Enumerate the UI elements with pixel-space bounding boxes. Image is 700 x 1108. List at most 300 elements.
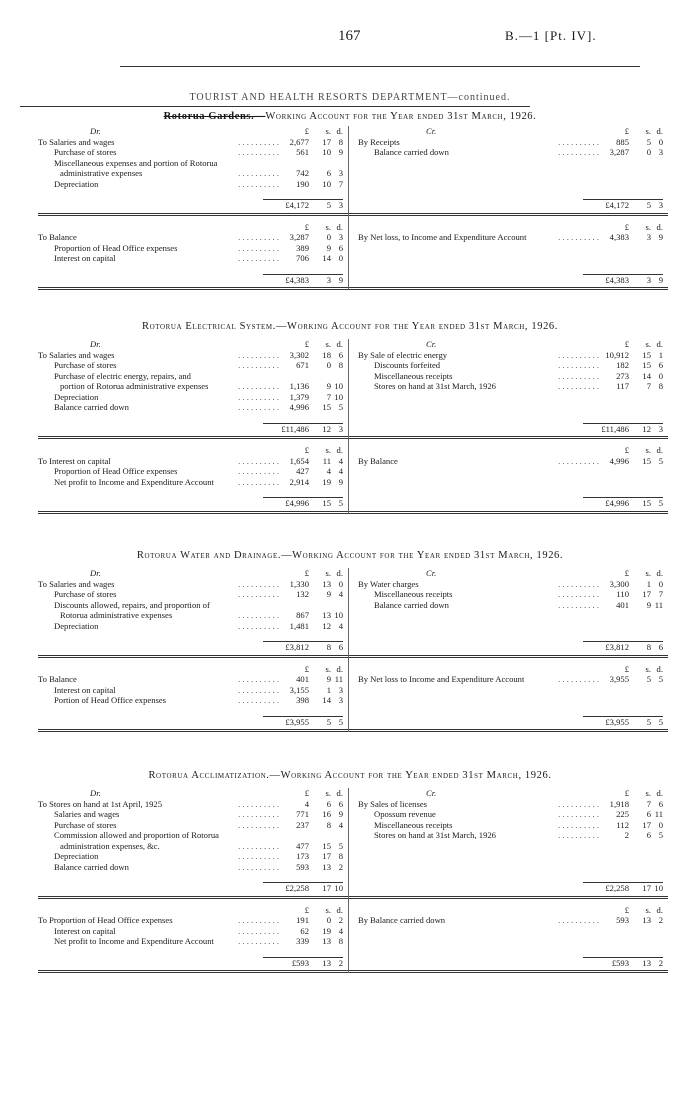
debit-amount-p: 191 [296, 915, 309, 925]
credit-total-amount-s: 5 [646, 716, 651, 727]
debit-amount-d: 0 [338, 253, 343, 263]
debit-amount-s: 13 [322, 861, 331, 872]
credit-amount-d: 8 [658, 381, 663, 391]
leader-dots: . . . . . . . . . . [238, 861, 279, 872]
total-row [38, 716, 668, 733]
ledger-row [38, 809, 668, 820]
debit-label-text: portion of Rotorua administrative expenses [60, 381, 209, 391]
credit-amount-d: 6 [658, 798, 663, 809]
debit-label [38, 799, 162, 810]
debit-entry [38, 381, 343, 392]
debit-entry [38, 936, 343, 947]
debit-entry [38, 179, 343, 190]
credit-entry [358, 841, 663, 852]
credit-amount-d: 0 [658, 819, 663, 830]
credit-header [358, 788, 663, 799]
debit-amount-s: 11 [322, 455, 331, 466]
currency-header-s: s. [325, 788, 331, 798]
ledger-row [38, 402, 668, 413]
credit-total-amount-d: 5 [658, 498, 663, 508]
debit-entry [38, 158, 343, 169]
debit-amount-d: 3 [338, 684, 343, 695]
debit-amount-s: 15 [322, 840, 331, 851]
debit-entry [38, 147, 343, 158]
debit-label-text: Purchase of stores [54, 147, 117, 157]
credit-entry [358, 799, 663, 810]
debit-label-text: Proportion of Head Office expenses [54, 466, 178, 476]
title-rest: Working Account for the Year ended 31st March, 1926. [265, 111, 537, 122]
debit-amount-s: 19 [322, 925, 331, 936]
credit-total-amount-d: 6 [658, 642, 663, 652]
debit-label-text: To Salaries and wages [38, 349, 115, 360]
credit-label-text: By Sales of licenses [358, 798, 427, 809]
debit-amount-p: 3,155 [289, 684, 309, 695]
credit-label-text: By Net loss to Income and Expenditure Account [358, 674, 525, 684]
debit-amount-s: 9 [326, 674, 331, 684]
debit-label [54, 830, 219, 841]
debit-total-amount-s: 17 [322, 883, 331, 893]
credit-entry [358, 589, 663, 600]
debit-label [38, 456, 111, 467]
total-row [38, 641, 668, 658]
currency-header-p: £ [304, 339, 309, 349]
currency-header-d: d. [336, 221, 343, 232]
debit-label [54, 589, 117, 600]
debit-total-amount-p: £3,812 [285, 642, 309, 652]
dr-label: Dr. [90, 568, 101, 578]
debit-amount-s: 6 [326, 798, 331, 809]
debit-amount-s: 17 [322, 851, 331, 861]
debit-label-text: Discounts allowed, repairs, and proportion of [54, 599, 210, 610]
currency-header-s: s. [645, 221, 651, 232]
leader-dots: . . . . . . . . . . [238, 381, 279, 391]
debit-total-amount-p: £4,172 [285, 200, 309, 210]
debit-amount-p: 477 [296, 840, 309, 851]
debit-amount-d: 5 [338, 840, 343, 851]
debit-amount-p: 2,677 [289, 136, 309, 147]
debit-total-amount-d: 2 [338, 957, 343, 968]
credit-label-text: By Net loss, to Income and Expenditure Account [358, 232, 527, 242]
credit-amount-d: 5 [658, 830, 663, 840]
ledger-row [38, 915, 668, 926]
debit-label-text: Commission allowed and proportion of Rotorua [54, 830, 219, 840]
credit-amount-p: 4,996 [609, 455, 629, 466]
currency-header-p: £ [304, 663, 309, 674]
department-underline [20, 106, 530, 107]
debit-header [38, 568, 343, 579]
credit-total-amount-p: £2,258 [605, 883, 629, 893]
ledger-row [38, 695, 668, 706]
debit-total-amount-s: 5 [326, 200, 331, 210]
leader-dots: . . . . . . . . . . [238, 136, 279, 147]
credit-amount-p: 112 [616, 819, 629, 830]
column-divider [348, 339, 349, 514]
currency-header-d: d. [656, 904, 663, 915]
debit-entry [38, 600, 343, 611]
credit-total-amount-d: 10 [654, 883, 663, 893]
debit-label [54, 809, 119, 820]
leader-dots: . . . . . . . . . . [238, 253, 279, 263]
ledger-row [38, 926, 668, 937]
currency-header-p: £ [624, 568, 629, 578]
debit-entry [38, 579, 343, 590]
credit-entry [358, 936, 663, 947]
leader-dots: . . . . . . . . . . [238, 674, 279, 684]
debit-amount-d: 8 [338, 136, 343, 147]
credit-label [374, 360, 440, 371]
credit-amount-s: 6 [646, 830, 651, 840]
credit-entry [358, 477, 663, 488]
credit-total-amount-s: 15 [642, 498, 651, 508]
ledger-row [38, 350, 668, 361]
debit-amount-s: 13 [322, 936, 331, 946]
column-divider [348, 788, 349, 973]
leader-dots: . . . . . . . . . . [558, 589, 599, 599]
credit-amount-p: 273 [616, 370, 629, 381]
debit-amount-s: 10 [322, 178, 331, 189]
currency-header-d: d. [336, 788, 343, 798]
debit-amount-p: 173 [296, 851, 309, 861]
debit-total-amount-s: 12 [322, 423, 331, 434]
account-title: Rotorua Electrical System.—Working Account for the Year ended 31st March, 1926. [141, 321, 559, 332]
credit-label-text: Balance carried down [374, 599, 449, 610]
account-title [0, 111, 700, 122]
debit-amount-d: 11 [334, 674, 343, 684]
credit-entry [358, 926, 663, 937]
ledger-row [38, 579, 668, 590]
debit-label [60, 168, 142, 179]
debit-amount-d: 10 [334, 381, 343, 391]
ledger-row [38, 466, 668, 477]
ledger-row [38, 685, 668, 696]
currency-header-s: s. [645, 339, 651, 349]
debit-amount-s: 15 [322, 402, 331, 412]
debit-header [38, 664, 343, 675]
leader-dots: . . . . . . . . . . [558, 830, 599, 840]
leader-dots: . . . . . . . . . . [558, 809, 599, 819]
debit-amount-d: 3 [338, 168, 343, 178]
credit-total-amount-s: 3 [646, 274, 651, 285]
dr-label: Dr. [90, 126, 101, 136]
credit-entry [358, 232, 663, 243]
credit-entry [358, 685, 663, 696]
leader-dots: . . . . . . . . . . [558, 819, 599, 830]
debit-amount-s: 0 [326, 915, 331, 925]
ledger-row [38, 600, 668, 611]
debit-entry [38, 809, 343, 820]
debit-amount-s: 8 [326, 819, 331, 830]
credit-amount-p: 3,300 [609, 578, 629, 589]
debit-entry [38, 466, 343, 477]
header-rule [120, 66, 640, 67]
credit-total-amount-d: 5 [658, 716, 663, 727]
debit-entry [38, 799, 343, 810]
ledger-row [38, 674, 668, 685]
debit-amount-d: 7 [338, 178, 343, 189]
credit-header [358, 445, 663, 456]
dr-label: Dr. [90, 339, 101, 349]
debit-amount-s: 4 [326, 466, 331, 476]
credit-amount-s: 7 [646, 381, 651, 391]
debit-label [54, 477, 214, 488]
ledger-row [38, 168, 668, 179]
credit-amount-p: 401 [616, 599, 629, 610]
leader-dots: . . . . . . . . . . [558, 360, 599, 370]
ledger-row [38, 621, 668, 632]
credit-entry [358, 621, 663, 632]
debit-label-text: To Stores on hand at 1st April, 1925 [38, 798, 163, 809]
credit-label-text: Miscellaneous receipts [374, 370, 453, 381]
leader-dots: . . . . . . . . . . [238, 360, 279, 370]
ledger-row [38, 158, 668, 169]
debit-label-text: Balance carried down [54, 861, 129, 872]
debit-label-text: Purchase of electric energy, repairs, and [54, 370, 191, 381]
currency-header-s: s. [645, 904, 651, 915]
credit-amount-p: 117 [616, 381, 629, 391]
leader-dots: . . . . . . . . . . [238, 819, 279, 830]
credit-label [358, 915, 445, 926]
currency-header-p: £ [304, 568, 309, 578]
debit-total-amount-s: 13 [322, 957, 331, 968]
credit-header [358, 568, 663, 579]
debit-entry [38, 137, 343, 148]
currency-header-s: s. [325, 663, 331, 674]
credit-amount-d: 0 [658, 578, 663, 589]
debit-label [54, 402, 129, 413]
section-ref: B.—1 [Pt. IV]. [505, 28, 597, 43]
credit-label-text: Balance carried down [374, 147, 449, 157]
debit-label-text: Rotorua administrative expenses [60, 610, 173, 620]
currency-header-p: £ [304, 788, 309, 798]
debit-amount-d: 2 [338, 915, 343, 925]
column-header-row [38, 568, 668, 579]
debit-amount-p: 132 [296, 589, 309, 599]
credit-amount-d: 11 [654, 809, 663, 819]
ledger-row [38, 381, 668, 392]
currency-header-p: £ [624, 221, 629, 232]
credit-amount-s: 5 [646, 674, 651, 684]
currency-header-d: d. [656, 221, 663, 232]
credit-label-text: Stores on hand at 31st March, 1926 [374, 830, 496, 840]
credit-label [374, 589, 453, 600]
debit-label-text: Interest on capital [54, 684, 116, 695]
currency-header-d: d. [656, 568, 663, 578]
debit-label-text: Purchase of stores [54, 819, 117, 830]
debit-header [38, 788, 343, 799]
currency-header-s: s. [645, 445, 651, 455]
credit-label [374, 830, 496, 841]
credit-total-amount-p: £4,996 [605, 498, 629, 508]
debit-amount-d: 4 [338, 819, 343, 830]
leader-dots: . . . . . . . . . . [558, 370, 599, 381]
ledger-row [38, 830, 668, 841]
credit-total-amount-p: £593 [611, 957, 629, 968]
currency-header-s: s. [645, 788, 651, 798]
debit-entry [38, 402, 343, 413]
debit-amount-s: 9 [326, 242, 331, 253]
debit-total [263, 497, 343, 512]
debit-total-amount-s: 5 [326, 716, 331, 727]
debit-entry [38, 695, 343, 706]
debit-entry [38, 926, 343, 937]
debit-total-amount-p: £4,996 [285, 498, 309, 508]
currency-header-p: £ [624, 445, 629, 455]
credit-header [358, 664, 663, 675]
debit-amount-s: 7 [326, 391, 331, 402]
credit-entry [358, 253, 663, 264]
debit-label-text: administrative expenses [60, 168, 143, 178]
ledger-row [38, 253, 668, 264]
debit-label [38, 674, 77, 685]
debit-amount-p: 1,136 [289, 381, 309, 391]
leader-dots: . . . . . . . . . . [558, 798, 599, 809]
debit-amount-s: 16 [322, 809, 331, 819]
credit-total [583, 716, 663, 731]
debit-amount-d: 6 [338, 242, 343, 253]
credit-label-text: By Water charges [358, 578, 419, 589]
debit-label-text: To Proportion of Head Office expenses [38, 915, 173, 925]
debit-amount-d: 10 [334, 391, 343, 402]
currency-header-d: d. [336, 663, 343, 674]
spacer [38, 290, 668, 296]
leader-dots: . . . . . . . . . . [238, 695, 279, 705]
credit-label [358, 350, 447, 361]
credit-total-amount-p: £11,486 [601, 423, 629, 434]
debit-label [54, 360, 117, 371]
debit-amount-s: 14 [322, 695, 331, 705]
credit-amount-d: 3 [658, 147, 663, 157]
debit-amount-s: 0 [326, 232, 331, 242]
leader-dots: . . . . . . . . . . [238, 402, 279, 412]
debit-amount-d: 9 [338, 476, 343, 487]
debit-label [54, 926, 116, 937]
credit-entry [358, 402, 663, 413]
credit-entry [358, 147, 663, 158]
debit-amount-d: 8 [338, 936, 343, 946]
credit-total-amount-d: 9 [658, 274, 663, 285]
currency-header-s: s. [645, 663, 651, 674]
debit-label-text: Depreciation [54, 391, 99, 402]
credit-total [583, 957, 663, 972]
ledger-row [38, 589, 668, 600]
debit-amount-p: 237 [296, 819, 309, 830]
debit-label [54, 695, 166, 706]
debit-label [54, 685, 116, 696]
credit-amount-s: 17 [642, 819, 651, 830]
account-title: Rotorua Acclimatization.—Working Account for the Year ended 31st March, 1926. [148, 770, 552, 781]
working-account [38, 126, 668, 296]
credit-amount-d: 0 [658, 136, 663, 147]
debit-amount-d: 0 [338, 578, 343, 589]
debit-amount-d: 3 [338, 232, 343, 242]
debit-amount-p: 339 [296, 936, 309, 946]
credit-entry [358, 820, 663, 831]
cr-label: Cr. [426, 339, 437, 349]
debit-label-text: To Salaries and wages [38, 136, 115, 147]
debit-amount-s: 9 [326, 381, 331, 391]
debit-amount-p: 742 [296, 168, 309, 178]
debit-total-amount-d: 5 [338, 716, 343, 727]
debit-total-amount-d: 10 [334, 883, 343, 893]
credit-entry [358, 579, 663, 590]
debit-label [54, 179, 98, 190]
debit-amount-p: 1,330 [289, 578, 309, 589]
spacer [38, 514, 668, 520]
credit-label-text: Miscellaneous receipts [374, 819, 453, 830]
debit-amount-s: 9 [326, 589, 331, 599]
debit-amount-s: 1 [326, 684, 331, 695]
credit-total-amount-d: 2 [658, 957, 663, 968]
debit-total-amount-d: 3 [338, 200, 343, 210]
debit-entry [38, 685, 343, 696]
credit-amount-p: 110 [616, 589, 629, 599]
spacer [38, 947, 668, 957]
leader-dots: . . . . . . . . . . [238, 391, 279, 402]
spacer [38, 973, 668, 979]
credit-label-text: Opossum revenue [374, 809, 436, 819]
ledger-row [38, 851, 668, 862]
leader-dots: . . . . . . . . . . [238, 168, 279, 178]
leader-dots: . . . . . . . . . . [238, 915, 279, 925]
debit-total [263, 274, 343, 289]
credit-total-amount-d: 3 [658, 423, 663, 434]
ledger-row [38, 477, 668, 488]
debit-total-amount-d: 9 [338, 274, 343, 285]
debit-label [60, 610, 172, 621]
debit-total [263, 882, 343, 897]
ledger-row [38, 179, 668, 190]
spacer [38, 732, 668, 738]
debit-label [54, 862, 129, 873]
debit-label [54, 600, 210, 611]
debit-amount-p: 4,996 [289, 402, 309, 412]
debit-amount-d: 5 [338, 402, 343, 412]
debit-label-text: Interest on capital [54, 925, 116, 936]
credit-label [374, 147, 449, 158]
currency-header-s: s. [325, 221, 331, 232]
debit-total-amount-p: £4,383 [285, 274, 309, 285]
leader-dots: . . . . . . . . . . [238, 476, 279, 487]
credit-total [583, 274, 663, 289]
debit-label [54, 936, 214, 947]
leader-dots: . . . . . . . . . . [558, 455, 599, 466]
spacer [38, 487, 668, 497]
leader-dots: . . . . . . . . . . [238, 851, 279, 861]
credit-entry [358, 243, 663, 254]
credit-amount-s: 7 [646, 798, 651, 809]
spacer [38, 189, 668, 199]
credit-amount-p: 182 [616, 360, 629, 370]
total-row [38, 274, 668, 291]
currency-header-d: d. [656, 788, 663, 798]
credit-label-text: By Receipts [358, 136, 400, 147]
leader-dots: . . . . . . . . . . [238, 147, 279, 157]
ledger-row [38, 456, 668, 467]
currency-header-d: d. [336, 445, 343, 455]
credit-total [583, 423, 663, 438]
debit-label-text: Depreciation [54, 851, 99, 861]
currency-header-p: £ [624, 788, 629, 798]
currency-header-s: s. [325, 339, 331, 349]
spacer [38, 872, 668, 882]
total-row [38, 423, 668, 440]
currency-header-p: £ [304, 126, 309, 136]
debit-amount-p: 867 [296, 610, 309, 620]
credit-amount-s: 14 [642, 370, 651, 381]
debit-label-text: To Salaries and wages [38, 578, 115, 589]
debit-amount-d: 4 [338, 620, 343, 631]
debit-label-text: Depreciation [54, 178, 99, 189]
